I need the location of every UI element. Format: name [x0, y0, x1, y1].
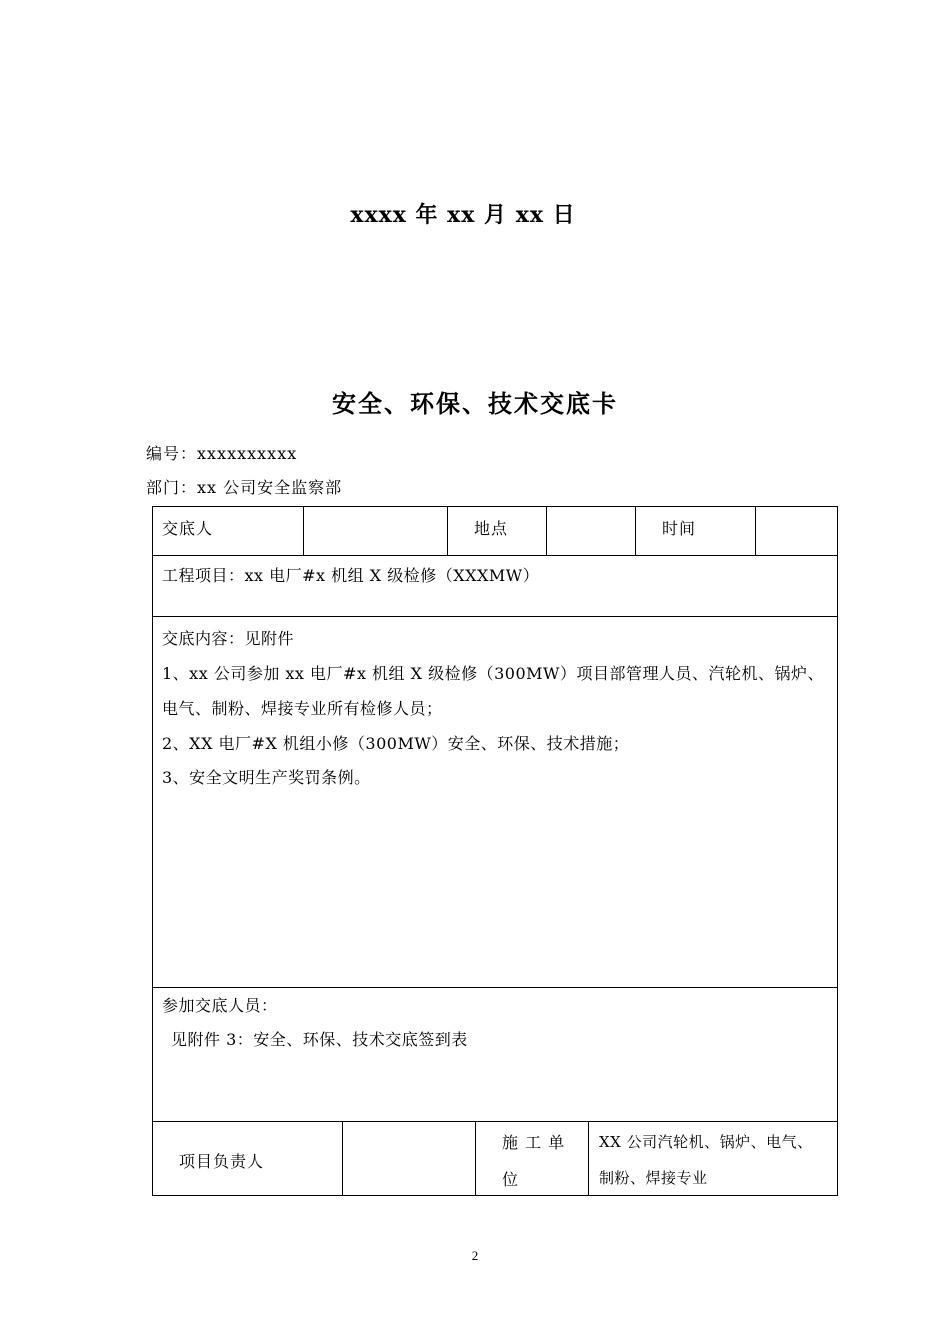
unit-value-line1: XX 公司汽轮机、锅炉、电气、: [599, 1133, 813, 1151]
briefing-card-table: [152, 506, 838, 1196]
leader-label: 项目负责人: [179, 1152, 265, 1171]
content-row: [153, 616, 837, 987]
content-line-3: 2、XX 电厂#X 机组小修（300MW）安全、环保、技术措施；: [162, 734, 630, 753]
unit-value-line2: 制粉、焊接专业: [599, 1169, 708, 1187]
department: [146, 475, 342, 498]
attendees-row: [153, 987, 837, 1121]
dept-label: 部门：: [146, 478, 198, 497]
content-line-1: 1、xx 公司参加 xx 电厂#x 机组 X 级检修（300MW）项目部管理人员、汽轮机、锅炉、: [162, 664, 824, 683]
project-line: 工程项目：xx 电厂#x 机组 X 级检修（XXXMW）: [162, 566, 540, 585]
dept-value: xx 公司安全监察部: [197, 478, 343, 497]
unit-label-cell: [475, 1122, 588, 1195]
presenter-value-cell[interactable]: [303, 507, 447, 555]
number-label: 编号：: [146, 444, 198, 463]
unit-value-cell: [588, 1122, 837, 1195]
footer-row: [153, 1121, 837, 1195]
unit-label-line2: 位: [502, 1170, 520, 1189]
document-number: [146, 441, 297, 464]
content-line-4: 3、安全文明生产奖罚条例。: [162, 768, 371, 787]
presenter-label-cell: [153, 507, 303, 555]
header-row: [153, 507, 837, 555]
leader-value-cell[interactable]: [342, 1122, 475, 1195]
project-row: [153, 555, 837, 616]
presenter-label: 交底人: [162, 519, 214, 538]
location-label-cell: [447, 507, 546, 555]
page-number: 2: [471, 1248, 479, 1263]
unit-label-line1: 施 工 单: [502, 1133, 566, 1152]
leader-label-cell: [153, 1122, 342, 1195]
card-title: 安全、环保、技术交底卡: [332, 389, 618, 418]
content-heading: 交底内容：见附件: [162, 629, 295, 648]
number-value: xxxxxxxxxx: [197, 444, 298, 463]
time-label: 时间: [662, 519, 697, 538]
date-heading: xxxx 年 xx 月 xx 日: [350, 202, 576, 228]
attendees-line: 见附件 3：安全、环保、技术交底签到表: [171, 1030, 468, 1049]
time-value-cell[interactable]: [755, 507, 837, 555]
time-label-cell: [635, 507, 755, 555]
attendees-heading: 参加交底人员：: [162, 996, 278, 1015]
location-value-cell[interactable]: [546, 507, 635, 555]
location-label: 地点: [474, 519, 509, 538]
content-line-2: 电气、制粉、焊接专业所有检修人员；: [162, 699, 443, 718]
